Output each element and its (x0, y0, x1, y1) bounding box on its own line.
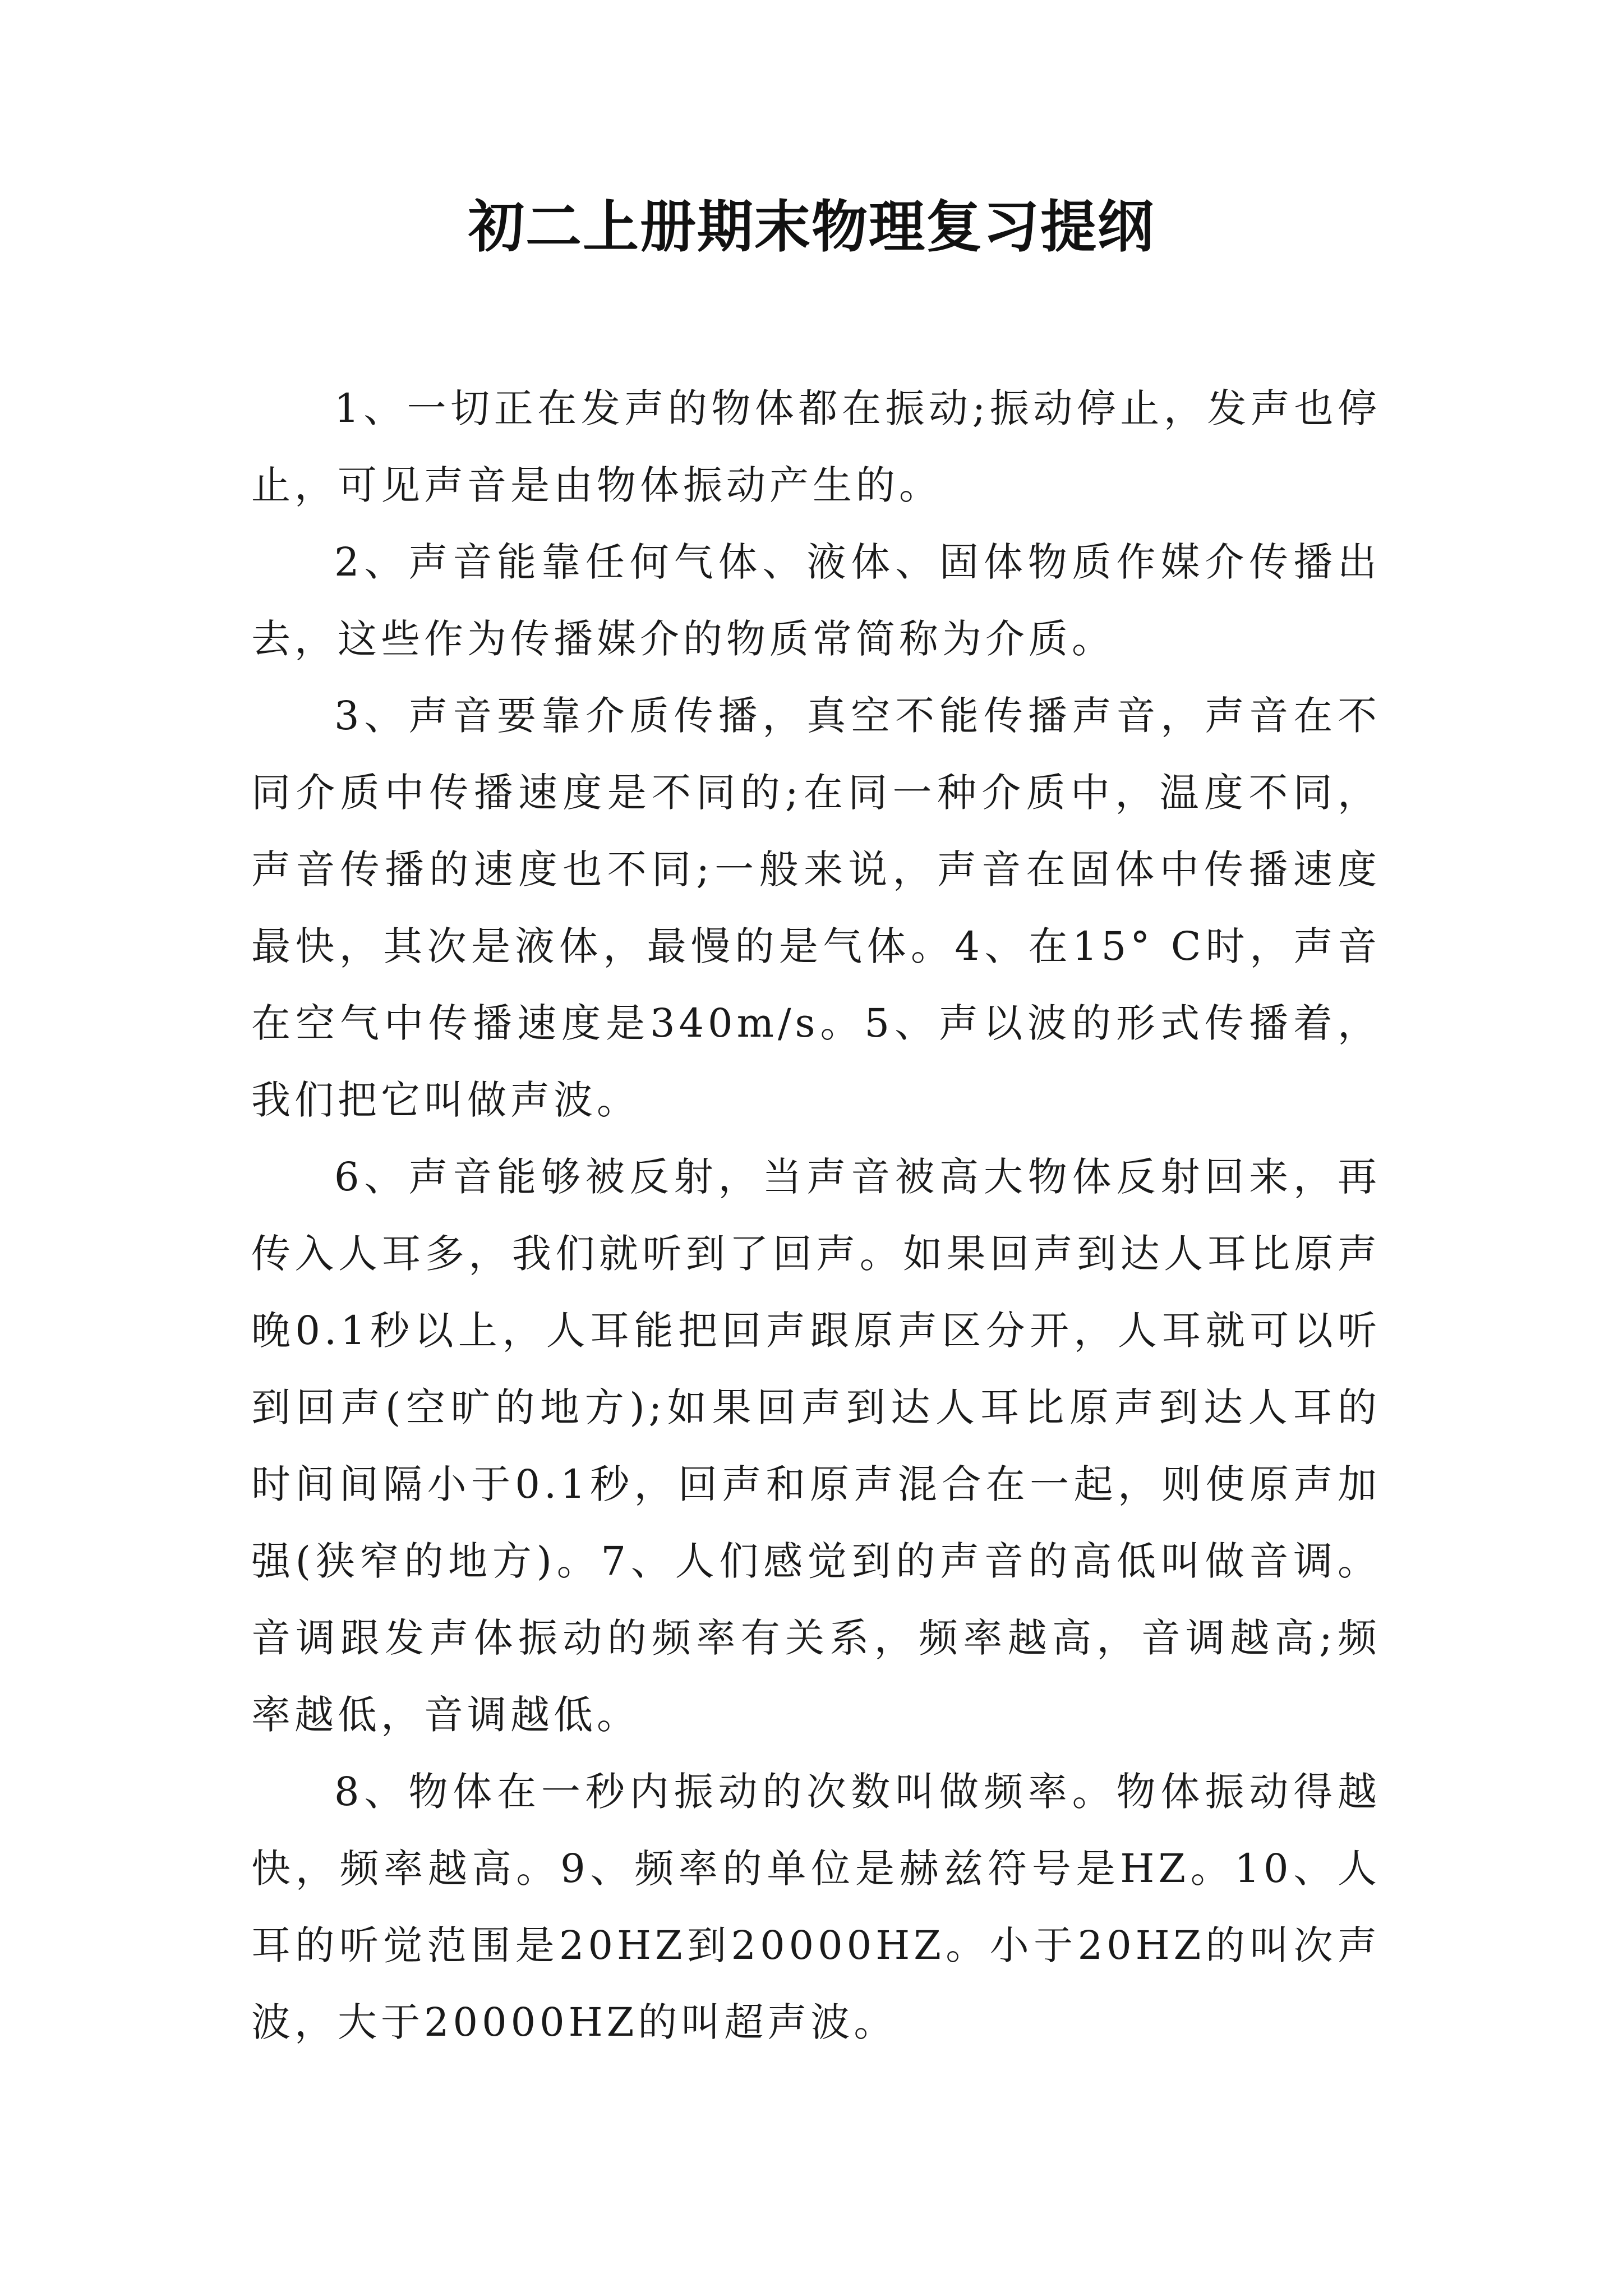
document-title: 初二上册期末物理复习提纲 (468, 194, 1155, 260)
paragraph-3: 3、声音要靠介质传播，真空不能传播声音，声音在不同介质中传播速度是不同的;在同一种介质中，温度不同，声音传播的速度也不同;一般来说，声音在固体中传播速度最快，其次是液体，最慢的是气体。4、在15° C时，声音在空气中传播速度是340m/s。5、声以波的形式传播着，我们把它叫做声波。 (251, 693, 1381, 1123)
paragraph-4: 6、声音能够被反射，当声音被高大物体反射回来，再传入人耳多，我们就听到了回声。如果回声到达人耳比原声晚0.1秒以上，人耳能把回声跟原声区分开，人耳就可以听到回声(空旷的地方);如果回声到达人耳比原声到达人耳的时间间隔小于0.1秒，回声和原声混合在一起，则使原声加强(狭窄的地方)。7、人们感觉到的声音的高低叫做音调。音调跟发声体振动的频率有关系，频率越高，音调越高;频率越低，音调越低。 (251, 1154, 1381, 1738)
paragraph-1: 1、一切正在发声的物体都在振动;振动停止，发声也停止，可见声音是由物体振动产生的。 (251, 385, 1381, 508)
paragraph-2: 2、声音能靠任何气体、液体、固体物质作媒介传播出去，这些作为传播媒介的物质常简称为介质。 (251, 539, 1381, 662)
document-body (251, 370, 1381, 2061)
paragraph-5: 8、物体在一秒内振动的次数叫做频率。物体振动得越快，频率越高。9、频率的单位是赫兹符号是HZ。10、人耳的听觉范围是20HZ到20000HZ。小于20HZ的叫次声波，大于20000HZ的叫超声波。 (251, 1769, 1381, 2045)
